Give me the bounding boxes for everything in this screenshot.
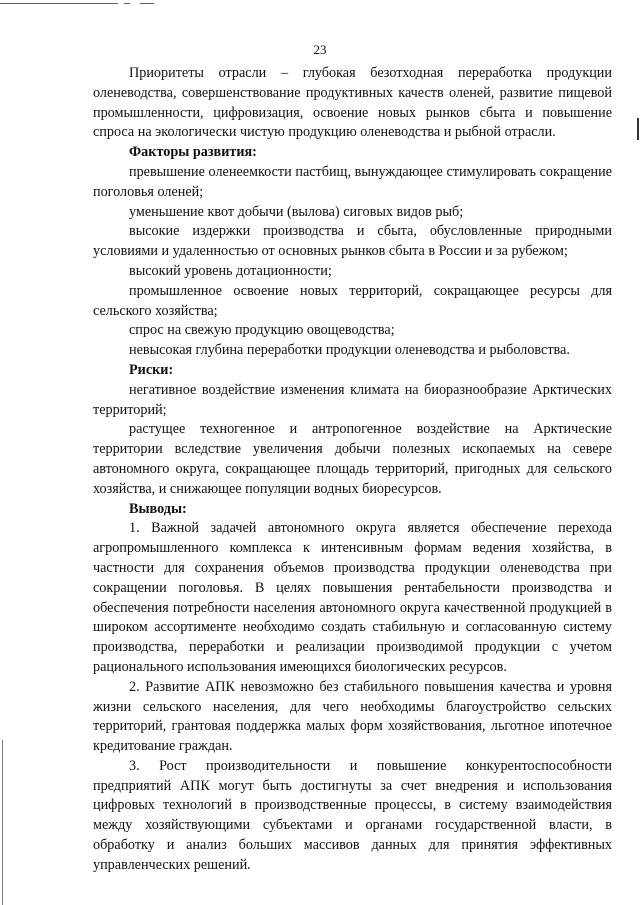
paragraph-priorities: Приоритеты отрасли – глубокая безотходная переработка продукции оленеводства, совершенствование продуктивных качеств оленей, развитие пищевой промышленности, цифровизация, освоение новых рынков сбыта и повышение спроса на экологически чистую продукцию оленеводства и рыбной отрасли.	[93, 65, 612, 141]
list-item: невысокая глубина переработки продукции оленеводства и рыболовства.	[129, 342, 570, 359]
scan-artifact-edge	[2, 740, 3, 905]
conclusion-item: 3. Рост производительности и повышение конкурентоспособности предприятий АПК могут быть достигнуты за счет внедрения и использования цифровых технологий в производственные процессы, в систему взаимодействия между хозяйствующими субъектами и органами государственной власти, в обработку и анализ больших массивов данных для принятия эффективных управленческих решений.	[93, 757, 612, 873]
list-item: уменьшение квот добычи (вылова) сиговых видов рыб;	[129, 203, 464, 220]
scan-artifact-line	[124, 3, 130, 4]
conclusion-item: 1. Важной задачей автономного округа является обеспечение перехода агропромышленного комплекса к интенсивным формам ведения хозяйства, в частности для сохранения объемов производства продукции оленеводства при сокращении поголовья. В целях повышения рентабельности производства и обеспечения потребности населения автономного округа качественной продукцией в широком ассортименте необходимо создать стабильную и согласованную систему производства, переработки и реализации производимой продукции с учетом рационального использования имеющихся биологических ресурсов.	[93, 520, 612, 675]
list-item: спрос на свежую продукцию овощеводства;	[129, 322, 395, 339]
list-item: растущее техногенное и антропогенное воздействие на Арктические территории вследствие увеличения добычи полезных ископаемых на севере автономного округа, сокращающее площадь территорий, пригодных для сельского хозяйства, и снижающее популяции водных биоресурсов.	[93, 421, 612, 497]
list-item: негативное воздействие изменения климата на биоразнообразие Арктических территорий;	[93, 381, 612, 418]
list-item: высокий уровень дотационности;	[129, 262, 332, 279]
list-item: высокие издержки производства и сбыта, обусловленные природными условиями и удаленностью от основных рынков сбыта в России и за рубежом;	[93, 223, 612, 260]
page-number: 23	[313, 42, 327, 57]
list-item: превышение оленеемкости пастбищ, вынуждающее стимулировать сокращение поголовья оленей;	[93, 163, 612, 200]
heading-conclusions: Выводы:	[129, 500, 187, 517]
conclusion-item: 2. Развитие АПК невозможно без стабильного повышения качества и уровня жизни сельского населения, для чего необходимы благоустройство сельских территорий, грантовая поддержка малых форм хозяйствования, льготное ипотечное кредитование граждан.	[93, 678, 612, 755]
document-body	[93, 64, 612, 876]
heading-development-factors: Факторы развития:	[129, 144, 257, 161]
scan-artifact-line	[0, 3, 118, 4]
heading-risks: Риски:	[129, 361, 174, 378]
scan-artifact-edge	[637, 118, 639, 140]
scan-artifact-line	[140, 3, 154, 4]
list-item: промышленное освоение новых территорий, сокращающее ресурсы для сельского хозяйства;	[93, 282, 612, 319]
